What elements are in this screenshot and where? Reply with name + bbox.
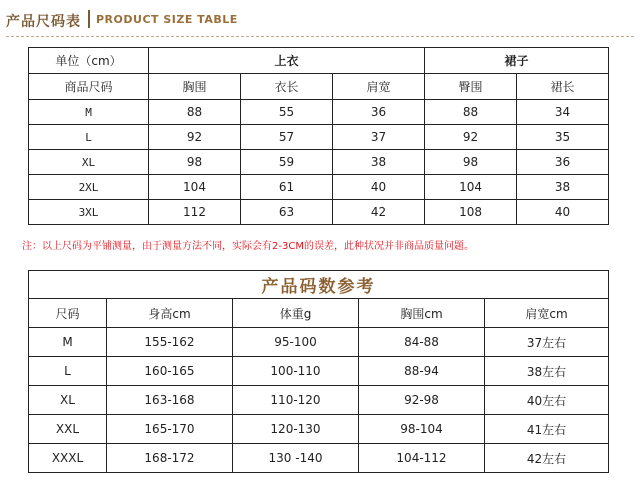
reference-title: 产品码数参考 xyxy=(29,271,609,299)
table-cell: 55 xyxy=(241,100,333,125)
table-row xyxy=(29,150,609,175)
table-cell: 42左右 xyxy=(485,444,609,473)
size-label: 商品尺码 xyxy=(29,74,149,100)
table-cell: 38左右 xyxy=(485,357,609,386)
table-cell: 120-130 xyxy=(233,415,359,444)
size-table-body xyxy=(29,100,609,225)
column-header: 肩宽 xyxy=(333,74,425,100)
table-cell: 104-112 xyxy=(359,444,485,473)
table-cell: 36 xyxy=(517,150,609,175)
size-table-header-row xyxy=(29,74,609,100)
size-cell: 3XL xyxy=(29,200,149,225)
table-cell: 61 xyxy=(241,175,333,200)
size-cell: XXL xyxy=(29,415,107,444)
table-row xyxy=(29,357,609,386)
page-subtitle: PRODUCT SIZE TABLE xyxy=(96,13,238,26)
table-cell: 59 xyxy=(241,150,333,175)
table-cell: 98 xyxy=(149,150,241,175)
size-table xyxy=(28,47,609,225)
table-cell: 98-104 xyxy=(359,415,485,444)
table-row xyxy=(29,175,609,200)
table-cell: 130 -140 xyxy=(233,444,359,473)
table-cell: 57 xyxy=(241,125,333,150)
page-title: 产品尺码表 xyxy=(6,14,81,30)
size-cell: XL xyxy=(29,386,107,415)
table-cell: 37左右 xyxy=(485,328,609,357)
table-cell: 88 xyxy=(149,100,241,125)
size-table-group-row xyxy=(29,48,609,74)
table-cell: 88-94 xyxy=(359,357,485,386)
table-cell: 40左右 xyxy=(485,386,609,415)
size-cell: M xyxy=(29,100,149,125)
measurement-note: 注：以上尺码为平铺测量，由于测量方法不同，实际会有2-3CM的误差，此种状况并非商品质量问题。 xyxy=(22,241,474,252)
column-header: 胸围 xyxy=(149,74,241,100)
reference-header-row xyxy=(29,299,609,328)
table-cell: 92-98 xyxy=(359,386,485,415)
column-header: 身高cm xyxy=(107,299,233,328)
table-cell: 112 xyxy=(149,200,241,225)
size-cell: 2XL xyxy=(29,175,149,200)
table-row xyxy=(29,444,609,473)
table-cell: 155-162 xyxy=(107,328,233,357)
page-header xyxy=(0,0,640,40)
table-row xyxy=(29,415,609,444)
table-cell: 34 xyxy=(517,100,609,125)
table-cell: 38 xyxy=(333,150,425,175)
reference-table xyxy=(28,270,609,473)
column-header: 肩宽cm xyxy=(485,299,609,328)
table-cell: 98 xyxy=(425,150,517,175)
group-top: 上衣 xyxy=(149,48,425,74)
column-header: 尺码 xyxy=(29,299,107,328)
table-row xyxy=(29,386,609,415)
table-cell: 37 xyxy=(333,125,425,150)
table-cell: 168-172 xyxy=(107,444,233,473)
header-rule xyxy=(6,36,634,37)
table-cell: 35 xyxy=(517,125,609,150)
size-cell: L xyxy=(29,357,107,386)
table-cell: 41左右 xyxy=(485,415,609,444)
unit-label: 单位（cm） xyxy=(29,48,149,74)
group-skirt: 裙子 xyxy=(425,48,609,74)
table-cell: 84-88 xyxy=(359,328,485,357)
size-cell: L xyxy=(29,125,149,150)
table-cell: 40 xyxy=(517,200,609,225)
table-cell: 92 xyxy=(425,125,517,150)
table-row xyxy=(29,200,609,225)
table-row xyxy=(29,125,609,150)
table-cell: 88 xyxy=(425,100,517,125)
column-header: 裙长 xyxy=(517,74,609,100)
table-row xyxy=(29,328,609,357)
table-cell: 92 xyxy=(149,125,241,150)
table-cell: 163-168 xyxy=(107,386,233,415)
size-cell: XL xyxy=(29,150,149,175)
table-cell: 100-110 xyxy=(233,357,359,386)
reference-title-row xyxy=(29,271,609,299)
table-cell: 63 xyxy=(241,200,333,225)
table-cell: 40 xyxy=(333,175,425,200)
table-cell: 95-100 xyxy=(233,328,359,357)
table-cell: 108 xyxy=(425,200,517,225)
column-header: 臀围 xyxy=(425,74,517,100)
size-cell: XXXL xyxy=(29,444,107,473)
table-cell: 165-170 xyxy=(107,415,233,444)
table-cell: 160-165 xyxy=(107,357,233,386)
table-cell: 104 xyxy=(425,175,517,200)
column-header: 衣长 xyxy=(241,74,333,100)
reference-table-body xyxy=(29,328,609,473)
table-row xyxy=(29,100,609,125)
table-cell: 38 xyxy=(517,175,609,200)
column-header: 胸围cm xyxy=(359,299,485,328)
table-cell: 104 xyxy=(149,175,241,200)
table-cell: 42 xyxy=(333,200,425,225)
table-cell: 36 xyxy=(333,100,425,125)
column-header: 体重g xyxy=(233,299,359,328)
table-cell: 110-120 xyxy=(233,386,359,415)
size-cell: M xyxy=(29,328,107,357)
title-divider xyxy=(88,10,90,28)
